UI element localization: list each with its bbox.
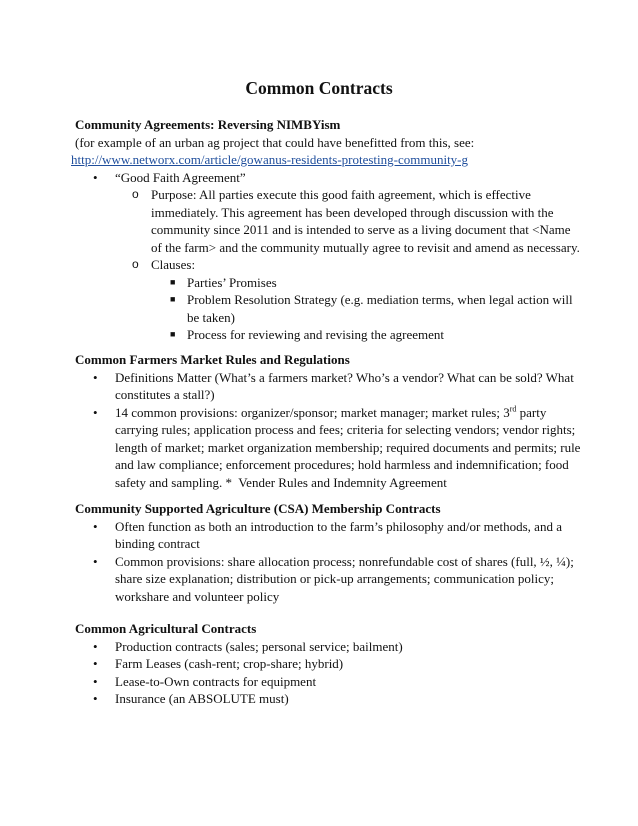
square-bullet-icon: ■	[170, 294, 176, 304]
bullet-marker: •	[93, 673, 98, 689]
clauses-label: Clauses:	[151, 257, 196, 272]
bullet-marker: •	[93, 518, 98, 534]
section-heading: Common Farmers Market Rules and Regulations	[75, 352, 350, 367]
list-item-text: workshare and volunteer policy	[115, 588, 280, 604]
list-item-text: Lease-to-Own contracts for equipment	[115, 673, 317, 689]
provisions-line: safety and sampling. * Vender Rules and Indemnity Agreement	[115, 474, 447, 490]
list-item	[75, 186, 580, 256]
list-item-text: Insurance (an ABSOLUTE must)	[115, 691, 289, 706]
list-item	[75, 291, 575, 326]
square-bullet-icon: ■	[170, 276, 176, 287]
section-csa-contracts	[75, 500, 575, 605]
clause-text: Process for reviewing and revising the agreement	[187, 327, 445, 342]
clause-text: be taken)	[187, 309, 236, 325]
circle-marker: o	[132, 187, 139, 201]
provisions-text: 14 common provisions: organizer/sponsor; market manager; market rules; 3	[115, 404, 510, 420]
circle-marker: o	[132, 257, 139, 271]
bullet-marker: •	[93, 691, 98, 706]
purpose-line: immediately. This agreement has been developed through discussion with the	[151, 204, 554, 220]
bullet-marker: •	[93, 169, 98, 185]
list-item	[75, 673, 575, 691]
list-item-text: binding contract	[115, 536, 200, 551]
list-item	[75, 404, 581, 492]
provisions-text: party	[516, 404, 547, 420]
clause-text: Parties’ Promises	[187, 274, 277, 290]
list-item-text: Farm Leases (cash-rent; crop-share; hybrid)	[115, 656, 344, 671]
list-item-text: “Good Faith Agreement”	[115, 169, 246, 185]
list-item	[75, 553, 575, 606]
list-item	[75, 169, 575, 187]
provisions-line: length of market; market organization membership; required documents and permits; rule	[115, 439, 581, 455]
list-item-text: share size explanation; distribution or pick-up arrangements; communication policy;	[115, 571, 554, 586]
list-item	[75, 690, 575, 708]
bullet-marker: •	[93, 656, 98, 671]
list-item	[75, 326, 575, 344]
ordinal-suffix: rd	[509, 404, 517, 414]
section-heading: Community Supported Agriculture (CSA) Membership Contracts	[75, 501, 441, 516]
list-item	[75, 655, 575, 673]
list-item-text: constitutes a stall?)	[115, 387, 215, 402]
list-item	[75, 274, 575, 292]
provisions-line: and law compliance; enforcement procedures; hold harmless and indemnification; food	[115, 457, 569, 472]
page-title: Common Contracts	[245, 78, 393, 98]
article-link[interactable]: http://www.networx.com/article/gowanus-residents-protesting-community-g	[71, 152, 469, 167]
bullet-marker: •	[93, 638, 98, 654]
purpose-line: Purpose: All parties execute this good faith agreement, which is effective	[151, 187, 531, 202]
list-item-text: Often function as both an introduction to the farm’s philosophy and/or methods, and a	[115, 518, 562, 534]
section-community-agreements	[71, 116, 580, 344]
section-heading: Common Agricultural Contracts	[75, 621, 257, 636]
purpose-line: of the farm> and the community mutually agree to revisit and amend as necessary.	[151, 239, 580, 255]
provisions-first-line	[115, 404, 575, 422]
square-bullet-icon: ■	[170, 329, 176, 339]
purpose-line: community since 2011 and is intended to serve as a living document that <Name	[151, 222, 571, 237]
section-farmers-market-rules	[75, 351, 581, 491]
list-item	[75, 638, 575, 656]
list-item-text: Common provisions: share allocation process; nonrefundable cost of shares (full, ½, ¼);	[115, 553, 574, 569]
list-item	[75, 369, 575, 404]
list-item-text: Production contracts (sales; personal service; bailment)	[115, 638, 403, 654]
section-agricultural-contracts	[75, 620, 575, 708]
list-item	[75, 256, 575, 274]
bullet-marker: •	[93, 404, 98, 420]
provisions-line: carrying rules; application process and fees; criteria for selecting vendors; vendor rights;	[115, 422, 576, 437]
list-item	[75, 518, 575, 553]
intro-text: (for example of an urban ag project that could have benefitted from this, see:	[75, 134, 475, 150]
bullet-marker: •	[93, 553, 98, 569]
bullet-marker: •	[93, 369, 98, 385]
section-heading: Community Agreements: Reversing NIMBYism	[75, 117, 341, 132]
clause-text: Problem Resolution Strategy (e.g. mediation terms, when legal action will	[187, 292, 573, 307]
list-item-text: Definitions Matter (What’s a farmers market? Who’s a vendor? What can be sold? What	[115, 369, 574, 385]
